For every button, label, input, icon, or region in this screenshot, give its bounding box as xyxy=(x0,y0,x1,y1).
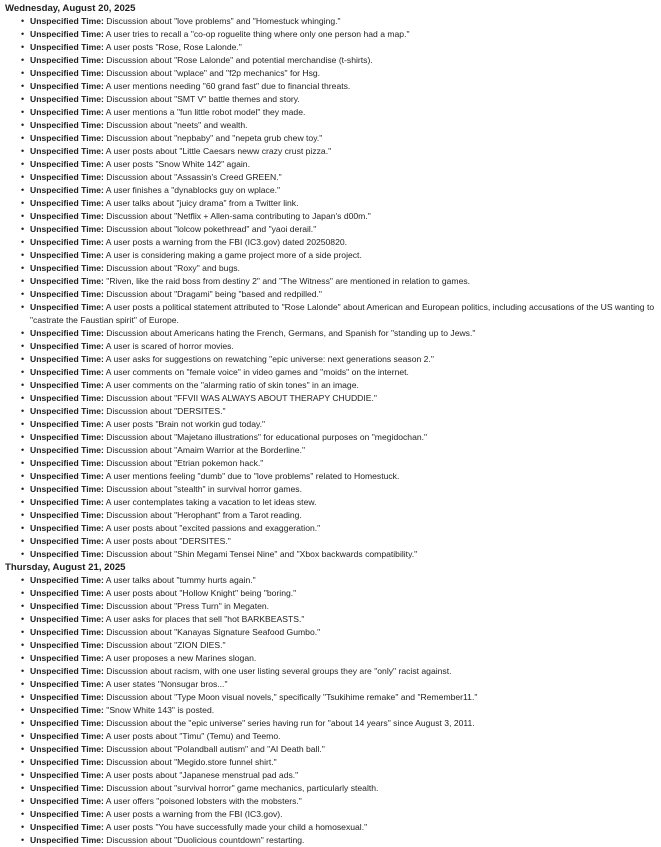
entry-text: Discussion about "Assassin's Creed GREEN." xyxy=(106,172,282,182)
entry-text: A user comments on "female voice" in video games and "moids" on the internet. xyxy=(105,367,409,377)
entry-text: A user posts about "Hollow Knight" being "boring." xyxy=(105,588,297,598)
entry-time-label: Unspecified Time: xyxy=(30,263,104,273)
list-item xyxy=(24,15,657,28)
list-item xyxy=(24,132,657,145)
entry-time-label: Unspecified Time: xyxy=(30,393,104,403)
entry-time-label: Unspecified Time: xyxy=(30,42,104,52)
entry-text: Discussion about "Kanayas Signature Seafood Gumbo." xyxy=(106,627,321,637)
entry-time-label: Unspecified Time: xyxy=(30,302,104,312)
entry-time-label: Unspecified Time: xyxy=(30,549,104,559)
entry-text: A user mentions feeling "dumb" due to "love problems" related to Homestuck. xyxy=(105,471,400,481)
list-item xyxy=(24,106,657,119)
list-item xyxy=(24,119,657,132)
entry-text: A user mentions a "fun little robot model" they made. xyxy=(105,107,306,117)
entry-text: Discussion about "Majetano illustrations" for educational purposes on "megidochan." xyxy=(106,432,428,442)
entry-text: Discussion about "wplace" and "f2p mechanics" for Hsg. xyxy=(106,68,321,78)
entry-time-label: Unspecified Time: xyxy=(30,692,104,702)
list-item xyxy=(24,704,657,717)
entry-time-label: Unspecified Time: xyxy=(30,94,104,104)
entry-time-label: Unspecified Time: xyxy=(30,731,104,741)
list-item xyxy=(24,795,657,808)
entry-text: Discussion about "Press Turn" in Megaten. xyxy=(106,601,270,611)
list-item xyxy=(24,145,657,158)
list-item xyxy=(24,730,657,743)
entry-time-label: Unspecified Time: xyxy=(30,81,104,91)
entry-text: Discussion about "ZION DIES." xyxy=(106,640,226,650)
list-item xyxy=(24,197,657,210)
entry-time-label: Unspecified Time: xyxy=(30,809,104,819)
entry-text: Discussion about Americans hating the French, Germans, and Spanish for "standing up to Jews." xyxy=(106,328,476,338)
list-item xyxy=(24,184,657,197)
entry-text: A user offers "poisoned lobsters with the mobsters." xyxy=(105,796,302,806)
list-item xyxy=(24,93,657,106)
entry-text: A user posts "Rose, Rose Lalonde." xyxy=(105,42,242,52)
list-item xyxy=(24,652,657,665)
day-heading: Wednesday, August 20, 2025 xyxy=(5,3,136,14)
list-item xyxy=(24,366,657,379)
entry-text: Discussion about "Dragami" being "based and redpilled." xyxy=(106,289,322,299)
list-item xyxy=(24,158,657,171)
entry-time-label: Unspecified Time: xyxy=(30,796,104,806)
entry-text: Discussion about "Shin Megami Tensei Nine" and "Xbox backwards compatibility." xyxy=(106,549,418,559)
entry-text: A user posts a warning from the FBI (IC3.gov). xyxy=(105,809,283,819)
list-item xyxy=(24,67,657,80)
entry-time-label: Unspecified Time: xyxy=(30,588,104,598)
entry-text: A user asks for suggestions on rewatching "epic universe: next generations season 2." xyxy=(105,354,434,364)
entry-time-label: Unspecified Time: xyxy=(30,835,104,845)
entry-time-label: Unspecified Time: xyxy=(30,120,104,130)
entry-text: Discussion about "Herophant" from a Tarot reading. xyxy=(106,510,302,520)
entry-text: A user asks for places that sell "hot BARKBEASTS." xyxy=(105,614,305,624)
entry-text: Discussion about "SMT V" battle themes and story. xyxy=(106,94,300,104)
entry-text: A user posts about "excited passions and exaggeration." xyxy=(105,523,321,533)
list-item xyxy=(24,717,657,730)
entry-text: A user posts about "Timu" (Temu) and Teemo. xyxy=(105,731,281,741)
list-item xyxy=(24,275,657,288)
entry-text: A user posts a political statement attributed to "Rose Lalonde" about American and European politics, including accusations of the US wanting to "castrate the Faustian spirit" of Europe. xyxy=(30,302,655,325)
list-item xyxy=(24,457,657,470)
entry-text: Discussion about racism, with one user listing several groups they are "only" racist against. xyxy=(106,666,452,676)
list-item xyxy=(24,665,657,678)
list-item xyxy=(24,613,657,626)
entry-time-label: Unspecified Time: xyxy=(30,679,104,689)
entry-time-label: Unspecified Time: xyxy=(30,432,104,442)
list-item xyxy=(24,405,657,418)
entry-time-label: Unspecified Time: xyxy=(30,55,104,65)
list-item xyxy=(24,54,657,67)
list-item xyxy=(24,249,657,262)
list-item xyxy=(24,80,657,93)
entry-text: A user finishes a "dynablocks guy on wplace." xyxy=(105,185,281,195)
entry-time-label: Unspecified Time: xyxy=(30,575,104,585)
entry-time-label: Unspecified Time: xyxy=(30,484,104,494)
list-item xyxy=(24,470,657,483)
list-item xyxy=(24,171,657,184)
entry-text: Discussion about "Netflix + Allen-sama contributing to Japan's d00m." xyxy=(106,211,371,221)
entry-text: A user proposes a new Marines slogan. xyxy=(105,653,257,663)
entry-text: "Snow White 143" is posted. xyxy=(106,705,215,715)
entry-time-label: Unspecified Time: xyxy=(30,601,104,611)
list-item xyxy=(24,288,657,301)
list-item xyxy=(24,236,657,249)
entry-time-label: Unspecified Time: xyxy=(30,250,104,260)
list-item xyxy=(24,392,657,405)
entry-time-label: Unspecified Time: xyxy=(30,770,104,780)
list-item xyxy=(24,28,657,41)
entry-text: "Riven, like the raid boss from destiny 2" and "The Witness" are mentioned in relation to games. xyxy=(106,276,471,286)
list-item xyxy=(24,444,657,457)
list-item xyxy=(24,626,657,639)
entry-time-label: Unspecified Time: xyxy=(30,159,104,169)
entry-text: A user contemplates taking a vacation to let ideas stew. xyxy=(105,497,317,507)
list-item xyxy=(24,431,657,444)
chat-summary-document xyxy=(5,2,657,847)
entry-time-label: Unspecified Time: xyxy=(30,757,104,767)
entry-time-label: Unspecified Time: xyxy=(30,367,104,377)
entry-text: A user talks about "tummy hurts again." xyxy=(105,575,256,585)
entry-text: A user posts "Snow White 142" again. xyxy=(105,159,250,169)
entry-text: A user posts about "Japanese menstrual pad ads." xyxy=(105,770,299,780)
entry-text: Discussion about "Etrian pokemon hack." xyxy=(106,458,264,468)
list-item xyxy=(24,496,657,509)
list-item xyxy=(24,509,657,522)
list-item xyxy=(24,821,657,834)
list-item xyxy=(24,574,657,587)
list-item xyxy=(24,639,657,652)
list-item xyxy=(24,223,657,236)
entry-time-label: Unspecified Time: xyxy=(30,237,104,247)
entry-time-label: Unspecified Time: xyxy=(30,497,104,507)
entry-time-label: Unspecified Time: xyxy=(30,224,104,234)
entry-text: Discussion about "nepbaby" and "nepeta grub chew toy." xyxy=(106,133,323,143)
entry-time-label: Unspecified Time: xyxy=(30,705,104,715)
entry-time-label: Unspecified Time: xyxy=(30,666,104,676)
entry-text: Discussion about "neets" and wealth. xyxy=(106,120,248,130)
entry-time-label: Unspecified Time: xyxy=(30,107,104,117)
entry-time-label: Unspecified Time: xyxy=(30,185,104,195)
entry-text: A user posts "Brain not workin gud today." xyxy=(105,419,266,429)
list-item xyxy=(24,327,657,340)
entry-time-label: Unspecified Time: xyxy=(30,471,104,481)
entry-list xyxy=(5,574,657,847)
entry-text: A user is considering making a game project more of a side project. xyxy=(105,250,362,260)
list-item xyxy=(24,691,657,704)
entry-time-label: Unspecified Time: xyxy=(30,419,104,429)
entry-time-label: Unspecified Time: xyxy=(30,198,104,208)
list-item xyxy=(24,353,657,366)
entry-text: Discussion about "Duolicious countdown" restarting. xyxy=(106,835,305,845)
list-item xyxy=(24,756,657,769)
entry-text: Discussion about "Megido.store funnel shirt." xyxy=(106,757,277,767)
list-item xyxy=(24,340,657,353)
list-item xyxy=(24,262,657,275)
day-heading: Thursday, August 21, 2025 xyxy=(5,562,126,573)
entry-time-label: Unspecified Time: xyxy=(30,510,104,520)
entry-time-label: Unspecified Time: xyxy=(30,328,104,338)
day-section xyxy=(5,2,657,561)
entry-text: Discussion about "DERSITES." xyxy=(106,406,226,416)
entry-text: A user posts about "Little Caesars neww crazy crust pizza." xyxy=(105,146,332,156)
list-item xyxy=(24,587,657,600)
entry-text: Discussion about "Amaim Warrior at the Borderline." xyxy=(106,445,306,455)
entry-time-label: Unspecified Time: xyxy=(30,718,104,728)
list-item xyxy=(24,743,657,756)
entry-text: Discussion about "stealth" in survival horror games. xyxy=(106,484,302,494)
entry-time-label: Unspecified Time: xyxy=(30,445,104,455)
entry-time-label: Unspecified Time: xyxy=(30,354,104,364)
entry-text: Discussion about "Rose Lalonde" and potential merchandise (t-shirts). xyxy=(106,55,373,65)
entry-time-label: Unspecified Time: xyxy=(30,744,104,754)
entry-time-label: Unspecified Time: xyxy=(30,16,104,26)
entry-time-label: Unspecified Time: xyxy=(30,822,104,832)
list-item xyxy=(24,210,657,223)
entry-text: A user posts "You have successfully made your child a homosexual." xyxy=(105,822,368,832)
entry-time-label: Unspecified Time: xyxy=(30,523,104,533)
entry-time-label: Unspecified Time: xyxy=(30,380,104,390)
entry-time-label: Unspecified Time: xyxy=(30,627,104,637)
entry-time-label: Unspecified Time: xyxy=(30,29,104,39)
list-item xyxy=(24,808,657,821)
entry-text: Discussion about "survival horror" game mechanics, particularly stealth. xyxy=(106,783,379,793)
entry-list xyxy=(5,15,657,561)
entry-text: Discussion about "FFVII WAS ALWAYS ABOUT THERAPY CHUDDIE." xyxy=(106,393,377,403)
list-item xyxy=(24,548,657,561)
entry-text: A user posts a warning from the FBI (IC3.gov) dated 20250820. xyxy=(105,237,348,247)
entry-text: A user tries to recall a "co-op roguelite thing where only one person had a map." xyxy=(105,29,410,39)
entry-text: Discussion about the "epic universe" series having run for "about 14 years" since August 3, 2011. xyxy=(106,718,475,728)
entry-text: A user comments on the "alarming ratio of skin tones" in an image. xyxy=(105,380,359,390)
entry-text: Discussion about "Type Moon visual novels," specifically "Tsukihime remake" and "Remember11." xyxy=(106,692,478,702)
list-item xyxy=(24,769,657,782)
entry-text: A user mentions needing "60 grand fast" due to financial threats. xyxy=(105,81,351,91)
list-item xyxy=(24,301,657,327)
list-item xyxy=(24,483,657,496)
entry-time-label: Unspecified Time: xyxy=(30,783,104,793)
entry-time-label: Unspecified Time: xyxy=(30,211,104,221)
entry-time-label: Unspecified Time: xyxy=(30,172,104,182)
list-item xyxy=(24,678,657,691)
entry-time-label: Unspecified Time: xyxy=(30,458,104,468)
list-item xyxy=(24,834,657,847)
day-section xyxy=(5,561,657,847)
list-item xyxy=(24,41,657,54)
entry-text: A user talks about "juicy drama" from a Twitter link. xyxy=(105,198,299,208)
entry-text: Discussion about "Polandball autism" and "AI Death ball." xyxy=(106,744,325,754)
entry-time-label: Unspecified Time: xyxy=(30,406,104,416)
list-item xyxy=(24,522,657,535)
entry-text: A user states "Nonsugar bros..." xyxy=(105,679,228,689)
entry-time-label: Unspecified Time: xyxy=(30,133,104,143)
entry-time-label: Unspecified Time: xyxy=(30,146,104,156)
entry-time-label: Unspecified Time: xyxy=(30,68,104,78)
entry-time-label: Unspecified Time: xyxy=(30,289,104,299)
entry-text: Discussion about "Roxy" and bugs. xyxy=(106,263,240,273)
entry-time-label: Unspecified Time: xyxy=(30,536,104,546)
entry-time-label: Unspecified Time: xyxy=(30,614,104,624)
entry-text: A user posts about "DERSITES." xyxy=(105,536,231,546)
entry-text: A user is scared of horror movies. xyxy=(105,341,234,351)
entry-text: Discussion about "love problems" and "Homestuck whinging." xyxy=(106,16,341,26)
list-item xyxy=(24,379,657,392)
entry-text: Discussion about "lolcow pokethread" and "yaoi derail." xyxy=(106,224,317,234)
list-item xyxy=(24,418,657,431)
entry-time-label: Unspecified Time: xyxy=(30,653,104,663)
entry-time-label: Unspecified Time: xyxy=(30,341,104,351)
entry-time-label: Unspecified Time: xyxy=(30,276,104,286)
entry-time-label: Unspecified Time: xyxy=(30,640,104,650)
list-item xyxy=(24,535,657,548)
list-item xyxy=(24,782,657,795)
list-item xyxy=(24,600,657,613)
